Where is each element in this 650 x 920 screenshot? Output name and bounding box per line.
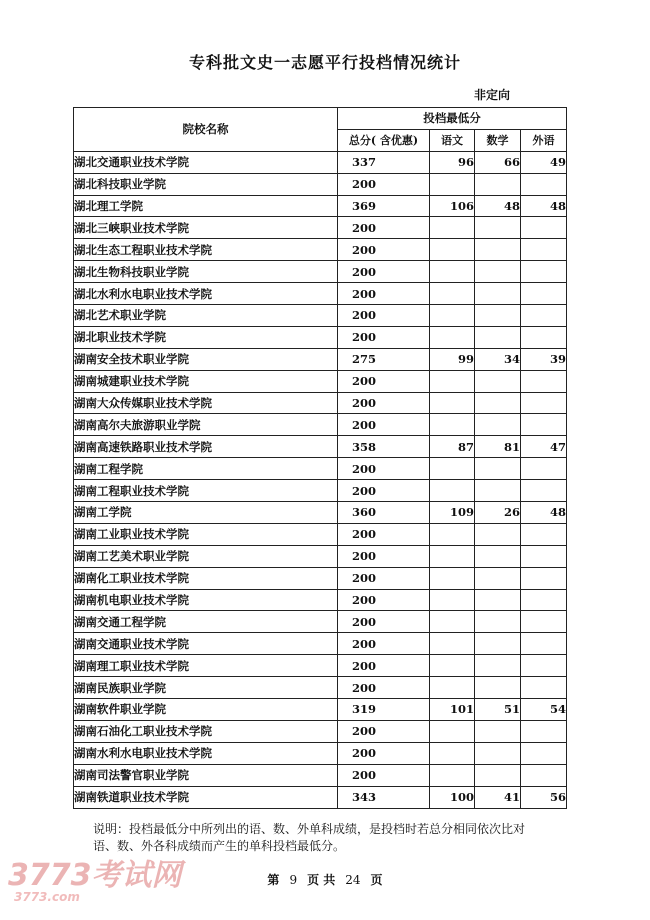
chinese-score-cell bbox=[430, 217, 475, 239]
chinese-score-cell: 96 bbox=[430, 151, 475, 173]
table-row bbox=[74, 458, 567, 480]
total-score-cell: 337 bbox=[338, 151, 430, 173]
table-row bbox=[74, 699, 567, 721]
header-math: 数学 bbox=[475, 129, 521, 151]
chinese-score-cell bbox=[430, 283, 475, 305]
chinese-score-cell bbox=[430, 523, 475, 545]
school-name-cell: 湖南机电职业技术学院 bbox=[74, 589, 338, 611]
math-score-cell bbox=[475, 305, 521, 327]
chinese-score-cell bbox=[430, 480, 475, 502]
chinese-score-cell bbox=[430, 392, 475, 414]
school-name-cell: 湖南交通职业技术学院 bbox=[74, 633, 338, 655]
total-score-cell: 200 bbox=[338, 261, 430, 283]
math-score-cell bbox=[475, 414, 521, 436]
school-name-cell: 湖南工艺美术职业学院 bbox=[74, 545, 338, 567]
foreign-score-cell bbox=[521, 633, 567, 655]
admission-score-table bbox=[73, 107, 567, 809]
chinese-score-cell bbox=[430, 764, 475, 786]
foreign-score-cell: 39 bbox=[521, 348, 567, 370]
foreign-score-cell: 47 bbox=[521, 436, 567, 458]
math-score-cell: 26 bbox=[475, 502, 521, 524]
note-line-1: 说明：投档最低分中所列出的语、数、外单科成绩，是投档时若总分相同依次比对 bbox=[93, 822, 526, 836]
footer-total-pages: 24 bbox=[345, 873, 361, 887]
school-name-cell: 湖南工程职业技术学院 bbox=[74, 480, 338, 502]
total-score-cell: 200 bbox=[338, 217, 430, 239]
table-row bbox=[74, 589, 567, 611]
total-score-cell: 358 bbox=[338, 436, 430, 458]
foreign-score-cell bbox=[521, 217, 567, 239]
math-score-cell: 66 bbox=[475, 151, 521, 173]
table-row bbox=[74, 633, 567, 655]
school-name-cell: 湖南水利水电职业技术学院 bbox=[74, 742, 338, 764]
school-name-cell: 湖南工业职业技术学院 bbox=[74, 523, 338, 545]
table-row bbox=[74, 436, 567, 458]
table-row bbox=[74, 370, 567, 392]
foreign-score-cell: 49 bbox=[521, 151, 567, 173]
total-score-cell: 200 bbox=[338, 545, 430, 567]
school-name-cell: 湖南交通工程学院 bbox=[74, 611, 338, 633]
table-row bbox=[74, 283, 567, 305]
school-name-cell: 湖南城建职业技术学院 bbox=[74, 370, 338, 392]
school-name-cell: 湖南司法警官职业学院 bbox=[74, 764, 338, 786]
math-score-cell bbox=[475, 458, 521, 480]
school-name-cell: 湖北水利水电职业技术学院 bbox=[74, 283, 338, 305]
chinese-score-cell bbox=[430, 567, 475, 589]
note-line-2: 语、数、外各科成绩而产生的单科投档最低分。 bbox=[93, 839, 346, 853]
total-score-cell: 200 bbox=[338, 239, 430, 261]
watermark-logo-text: 3773考试网 bbox=[8, 858, 182, 893]
table-row bbox=[74, 677, 567, 699]
table-row bbox=[74, 305, 567, 327]
math-score-cell bbox=[475, 720, 521, 742]
total-score-cell: 200 bbox=[338, 392, 430, 414]
math-score-cell bbox=[475, 173, 521, 195]
table-row bbox=[74, 523, 567, 545]
table-row bbox=[74, 173, 567, 195]
chinese-score-cell bbox=[430, 633, 475, 655]
table-row bbox=[74, 326, 567, 348]
foreign-score-cell bbox=[521, 567, 567, 589]
total-score-cell: 200 bbox=[338, 764, 430, 786]
total-score-cell: 200 bbox=[338, 173, 430, 195]
chinese-score-cell bbox=[430, 677, 475, 699]
chinese-score-cell bbox=[430, 611, 475, 633]
math-score-cell bbox=[475, 392, 521, 414]
total-score-cell: 200 bbox=[338, 655, 430, 677]
foreign-score-cell bbox=[521, 326, 567, 348]
school-name-cell: 湖南大众传媒职业技术学院 bbox=[74, 392, 338, 414]
site-watermark bbox=[8, 850, 182, 904]
math-score-cell: 41 bbox=[475, 786, 521, 808]
chinese-score-cell bbox=[430, 305, 475, 327]
foreign-score-cell bbox=[521, 370, 567, 392]
header-min-score: 投档最低分 bbox=[338, 108, 567, 130]
total-score-cell: 319 bbox=[338, 699, 430, 721]
chinese-score-cell bbox=[430, 326, 475, 348]
table-row bbox=[74, 217, 567, 239]
chinese-score-cell bbox=[430, 720, 475, 742]
foreign-score-cell bbox=[521, 414, 567, 436]
foreign-score-cell bbox=[521, 677, 567, 699]
header-total: 总分( 含优惠) bbox=[338, 129, 430, 151]
chinese-score-cell: 99 bbox=[430, 348, 475, 370]
table-row bbox=[74, 239, 567, 261]
chinese-score-cell bbox=[430, 414, 475, 436]
school-name-cell: 湖南理工职业技术学院 bbox=[74, 655, 338, 677]
chinese-score-cell bbox=[430, 370, 475, 392]
total-score-cell: 200 bbox=[338, 480, 430, 502]
table-row bbox=[74, 392, 567, 414]
total-score-cell: 369 bbox=[338, 195, 430, 217]
math-score-cell bbox=[475, 655, 521, 677]
foreign-score-cell bbox=[521, 392, 567, 414]
chinese-score-cell: 100 bbox=[430, 786, 475, 808]
foreign-score-cell bbox=[521, 239, 567, 261]
school-name-cell: 湖北艺术职业学院 bbox=[74, 305, 338, 327]
total-score-cell: 200 bbox=[338, 370, 430, 392]
foreign-score-cell bbox=[521, 173, 567, 195]
subtitle-non-directed: 非定向 bbox=[474, 88, 511, 102]
total-score-cell: 200 bbox=[338, 611, 430, 633]
school-name-cell: 湖北三峡职业技术学院 bbox=[74, 217, 338, 239]
foreign-score-cell bbox=[521, 283, 567, 305]
math-score-cell bbox=[475, 480, 521, 502]
footer-middle: 页 共 bbox=[307, 873, 336, 887]
chinese-score-cell: 87 bbox=[430, 436, 475, 458]
table-row bbox=[74, 151, 567, 173]
chinese-score-cell bbox=[430, 545, 475, 567]
math-score-cell: 48 bbox=[475, 195, 521, 217]
math-score-cell bbox=[475, 261, 521, 283]
math-score-cell bbox=[475, 370, 521, 392]
foreign-score-cell bbox=[521, 523, 567, 545]
school-name-cell: 湖南软件职业学院 bbox=[74, 699, 338, 721]
total-score-cell: 200 bbox=[338, 305, 430, 327]
math-score-cell bbox=[475, 545, 521, 567]
table-row bbox=[74, 742, 567, 764]
total-score-cell: 200 bbox=[338, 567, 430, 589]
foreign-score-cell bbox=[521, 720, 567, 742]
table-row bbox=[74, 545, 567, 567]
math-score-cell: 81 bbox=[475, 436, 521, 458]
math-score-cell bbox=[475, 217, 521, 239]
foreign-score-cell bbox=[521, 480, 567, 502]
foreign-score-cell bbox=[521, 261, 567, 283]
school-name-cell: 湖南安全技术职业学院 bbox=[74, 348, 338, 370]
foreign-score-cell bbox=[521, 611, 567, 633]
table-row bbox=[74, 261, 567, 283]
total-score-cell: 200 bbox=[338, 283, 430, 305]
school-name-cell: 湖北科技职业学院 bbox=[74, 173, 338, 195]
chinese-score-cell bbox=[430, 173, 475, 195]
school-name-cell: 湖北生态工程职业技术学院 bbox=[74, 239, 338, 261]
foreign-score-cell bbox=[521, 305, 567, 327]
chinese-score-cell bbox=[430, 458, 475, 480]
total-score-cell: 200 bbox=[338, 677, 430, 699]
footer-prefix: 第 bbox=[267, 873, 280, 887]
total-score-cell: 200 bbox=[338, 720, 430, 742]
school-name-cell: 湖北交通职业技术学院 bbox=[74, 151, 338, 173]
table-row bbox=[74, 502, 567, 524]
total-score-cell: 200 bbox=[338, 458, 430, 480]
foreign-score-cell: 48 bbox=[521, 195, 567, 217]
table-row bbox=[74, 611, 567, 633]
math-score-cell bbox=[475, 611, 521, 633]
table-row bbox=[74, 195, 567, 217]
school-name-cell: 湖北理工学院 bbox=[74, 195, 338, 217]
foreign-score-cell: 56 bbox=[521, 786, 567, 808]
total-score-cell: 200 bbox=[338, 589, 430, 611]
math-score-cell bbox=[475, 567, 521, 589]
foreign-score-cell bbox=[521, 458, 567, 480]
table-row bbox=[74, 764, 567, 786]
page-title: 专科批文史一志愿平行投档情况统计 bbox=[188, 53, 461, 72]
table-body bbox=[74, 151, 567, 808]
header-school-name: 院校名称 bbox=[74, 108, 338, 152]
school-name-cell: 湖北生物科技职业学院 bbox=[74, 261, 338, 283]
chinese-score-cell bbox=[430, 589, 475, 611]
school-name-cell: 湖南石油化工职业技术学院 bbox=[74, 720, 338, 742]
foreign-score-cell: 54 bbox=[521, 699, 567, 721]
chinese-score-cell: 109 bbox=[430, 502, 475, 524]
math-score-cell bbox=[475, 633, 521, 655]
table-row bbox=[74, 567, 567, 589]
math-score-cell bbox=[475, 523, 521, 545]
school-name-cell: 湖南工程学院 bbox=[74, 458, 338, 480]
table-row bbox=[74, 414, 567, 436]
total-score-cell: 343 bbox=[338, 786, 430, 808]
foreign-score-cell bbox=[521, 764, 567, 786]
watermark-url: 3773.com bbox=[14, 890, 80, 904]
math-score-cell bbox=[475, 239, 521, 261]
school-name-cell: 湖南高速铁路职业技术学院 bbox=[74, 436, 338, 458]
table-row bbox=[74, 655, 567, 677]
chinese-score-cell bbox=[430, 261, 475, 283]
foreign-score-cell bbox=[521, 742, 567, 764]
total-score-cell: 200 bbox=[338, 633, 430, 655]
table-row bbox=[74, 348, 567, 370]
math-score-cell bbox=[475, 589, 521, 611]
chinese-score-cell bbox=[430, 742, 475, 764]
foreign-score-cell: 48 bbox=[521, 502, 567, 524]
math-score-cell bbox=[475, 764, 521, 786]
foreign-score-cell bbox=[521, 655, 567, 677]
table-row bbox=[74, 720, 567, 742]
math-score-cell: 34 bbox=[475, 348, 521, 370]
table-row bbox=[74, 786, 567, 808]
table-row bbox=[74, 480, 567, 502]
foreign-score-cell bbox=[521, 545, 567, 567]
school-name-cell: 湖南高尔夫旅游职业学院 bbox=[74, 414, 338, 436]
total-score-cell: 200 bbox=[338, 414, 430, 436]
school-name-cell: 湖南工学院 bbox=[74, 502, 338, 524]
math-score-cell bbox=[475, 742, 521, 764]
chinese-score-cell bbox=[430, 655, 475, 677]
header-chinese: 语文 bbox=[430, 129, 475, 151]
footer-page-number: 9 bbox=[289, 873, 298, 887]
school-name-cell: 湖南化工职业技术学院 bbox=[74, 567, 338, 589]
math-score-cell bbox=[475, 677, 521, 699]
total-score-cell: 200 bbox=[338, 523, 430, 545]
chinese-score-cell: 101 bbox=[430, 699, 475, 721]
chinese-score-cell bbox=[430, 239, 475, 261]
math-score-cell bbox=[475, 326, 521, 348]
total-score-cell: 360 bbox=[338, 502, 430, 524]
footer-suffix: 页 bbox=[370, 873, 383, 887]
total-score-cell: 200 bbox=[338, 742, 430, 764]
school-name-cell: 湖南铁道职业技术学院 bbox=[74, 786, 338, 808]
foreign-score-cell bbox=[521, 589, 567, 611]
chinese-score-cell: 106 bbox=[430, 195, 475, 217]
school-name-cell: 湖北职业技术学院 bbox=[74, 326, 338, 348]
header-foreign: 外语 bbox=[521, 129, 567, 151]
school-name-cell: 湖南民族职业学院 bbox=[74, 677, 338, 699]
total-score-cell: 275 bbox=[338, 348, 430, 370]
math-score-cell bbox=[475, 283, 521, 305]
total-score-cell: 200 bbox=[338, 326, 430, 348]
math-score-cell: 51 bbox=[475, 699, 521, 721]
